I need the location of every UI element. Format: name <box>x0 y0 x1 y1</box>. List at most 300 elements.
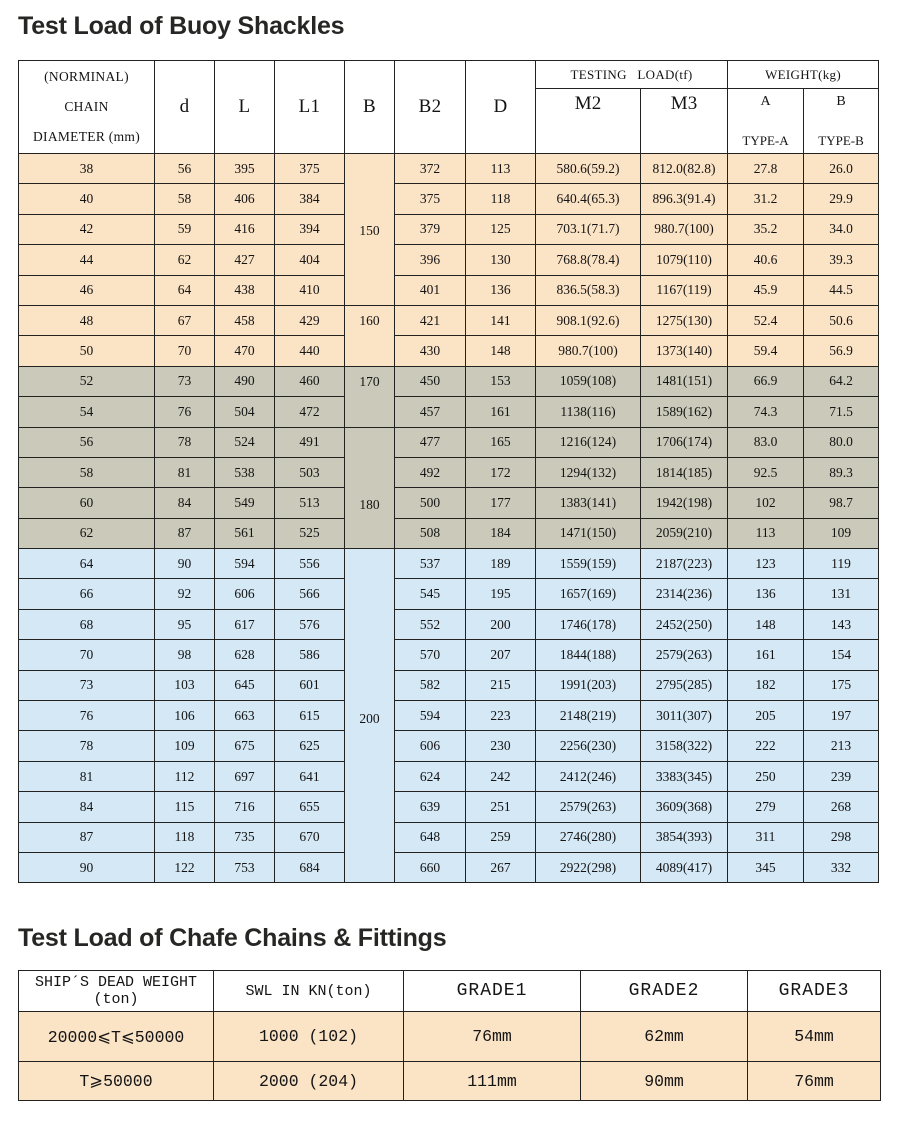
cell-L1: 440 <box>275 336 345 366</box>
cell-B2: 372 <box>395 154 466 184</box>
cell-weight-a: 311 <box>728 822 804 852</box>
cell-M2: 2922(298) <box>536 852 641 882</box>
cell-L: 490 <box>215 366 275 396</box>
cell-M3: 1589(162) <box>641 397 728 427</box>
header-col-L: L <box>215 61 275 154</box>
cell-d: 56 <box>155 154 215 184</box>
header-col-B: B <box>345 61 395 154</box>
cell-swl: 1000 (102) <box>214 1012 404 1062</box>
cell-L1: 615 <box>275 701 345 731</box>
cell-weight-a: 222 <box>728 731 804 761</box>
type-b-label: TYPE-B <box>818 133 864 148</box>
weight-label: WEIGHT(kg) <box>765 66 841 82</box>
cell-L1: 556 <box>275 549 345 579</box>
cell-d: 67 <box>155 305 215 335</box>
cell-d: 64 <box>155 275 215 305</box>
cell-M2: 2412(246) <box>536 761 641 791</box>
cell-M3: 1373(140) <box>641 336 728 366</box>
table-row <box>19 609 879 639</box>
table-row <box>19 1062 881 1101</box>
cell-weight-b: 268 <box>804 792 879 822</box>
cell-D: 136 <box>466 275 536 305</box>
cell-B2: 545 <box>395 579 466 609</box>
header-swl: SWL IN KN(ton) <box>214 971 404 1012</box>
cell-D: 259 <box>466 822 536 852</box>
cell-L: 458 <box>215 305 275 335</box>
cell-L1: 375 <box>275 154 345 184</box>
cell-M2: 640.4(65.3) <box>536 184 641 214</box>
cell-B-group <box>345 154 395 306</box>
cell-L1: 429 <box>275 305 345 335</box>
shackles-body <box>19 154 879 883</box>
cell-weight-a: 59.4 <box>728 336 804 366</box>
cell-M3: 3609(368) <box>641 792 728 822</box>
cell-weight-b: 239 <box>804 761 879 791</box>
cell-M2: 2579(263) <box>536 792 641 822</box>
cell-d: 98 <box>155 640 215 670</box>
cell-B2: 624 <box>395 761 466 791</box>
cell-diameter: 52 <box>19 366 155 396</box>
cell-weight-b: 98.7 <box>804 488 879 518</box>
cell-diameter: 60 <box>19 488 155 518</box>
cell-d: 70 <box>155 336 215 366</box>
cell-D: 172 <box>466 457 536 487</box>
table-row <box>19 518 879 548</box>
cell-M3: 4089(417) <box>641 852 728 882</box>
cell-weight-b: 109 <box>804 518 879 548</box>
cell-diameter: 42 <box>19 214 155 244</box>
cell-d: 106 <box>155 701 215 731</box>
header-dead-weight <box>19 971 214 1012</box>
cell-B2: 639 <box>395 792 466 822</box>
cell-M2: 1657(169) <box>536 579 641 609</box>
cell-M2: 1138(116) <box>536 397 641 427</box>
cell-diameter: 54 <box>19 397 155 427</box>
cell-L: 395 <box>215 154 275 184</box>
cell-D: 251 <box>466 792 536 822</box>
header-weight <box>728 61 879 89</box>
table-row <box>19 457 879 487</box>
cell-M2: 1294(132) <box>536 457 641 487</box>
cell-weight-a: 148 <box>728 609 804 639</box>
cell-L1: 491 <box>275 427 345 457</box>
cell-diameter: 66 <box>19 579 155 609</box>
cell-M2: 1844(188) <box>536 640 641 670</box>
cell-M3: 1079(110) <box>641 245 728 275</box>
cell-diameter: 46 <box>19 275 155 305</box>
table-row <box>19 731 879 761</box>
cell-weight-b: 26.0 <box>804 154 879 184</box>
header-col-M2: M2 <box>536 89 641 154</box>
table-row <box>19 245 879 275</box>
cell-M3: 3383(345) <box>641 761 728 791</box>
cell-diameter: 90 <box>19 852 155 882</box>
cell-L1: 384 <box>275 184 345 214</box>
cell-diameter: 84 <box>19 792 155 822</box>
table-row <box>19 184 879 214</box>
type-a-label: TYPE-A <box>742 133 789 148</box>
cell-B2: 606 <box>395 731 466 761</box>
cell-L: 628 <box>215 640 275 670</box>
cell-B2: 457 <box>395 397 466 427</box>
cell-L1: 670 <box>275 822 345 852</box>
cell-M3: 1167(119) <box>641 275 728 305</box>
cell-M2: 836.5(58.3) <box>536 275 641 305</box>
cell-M3: 896.3(91.4) <box>641 184 728 214</box>
cell-M2: 980.7(100) <box>536 336 641 366</box>
cell-weight-b: 89.3 <box>804 457 879 487</box>
table-row <box>19 366 879 396</box>
cell-M3: 2187(223) <box>641 549 728 579</box>
b-group-label: 180 <box>359 496 380 512</box>
cell-diameter: 81 <box>19 761 155 791</box>
cell-B2: 379 <box>395 214 466 244</box>
cell-L: 504 <box>215 397 275 427</box>
chafe-chains-table <box>18 970 881 1101</box>
cell-d: 90 <box>155 549 215 579</box>
cell-diameter: 68 <box>19 609 155 639</box>
cell-weight-b: 197 <box>804 701 879 731</box>
cell-D: 195 <box>466 579 536 609</box>
dead-weight-line2: (ton) <box>93 991 139 1008</box>
b-group-label: 160 <box>359 313 380 329</box>
cell-L1: 513 <box>275 488 345 518</box>
cell-diameter: 58 <box>19 457 155 487</box>
cell-M3: 2452(250) <box>641 609 728 639</box>
cell-B2: 508 <box>395 518 466 548</box>
cell-d: 92 <box>155 579 215 609</box>
cell-B2: 450 <box>395 366 466 396</box>
cell-weight-a: 136 <box>728 579 804 609</box>
cell-weight-a: 35.2 <box>728 214 804 244</box>
cell-weight-b: 80.0 <box>804 427 879 457</box>
cell-B2: 421 <box>395 305 466 335</box>
cell-grade2: 90mm <box>581 1062 748 1101</box>
cell-d: 73 <box>155 366 215 396</box>
cell-grade1: 76mm <box>404 1012 581 1062</box>
cell-d: 81 <box>155 457 215 487</box>
cell-diameter: 48 <box>19 305 155 335</box>
cell-diameter: 78 <box>19 731 155 761</box>
cell-grade1: 111mm <box>404 1062 581 1101</box>
cell-M2: 1383(141) <box>536 488 641 518</box>
cell-D: 267 <box>466 852 536 882</box>
cell-diameter: 44 <box>19 245 155 275</box>
cell-diameter: 50 <box>19 336 155 366</box>
cell-diameter: 62 <box>19 518 155 548</box>
cell-dead-weight: 20000⩽T⩽50000 <box>19 1012 214 1062</box>
header-diameter-line1: (NORMINAL) <box>44 69 129 84</box>
header-col-M3: M3 <box>641 89 728 154</box>
cell-M3: 1814(185) <box>641 457 728 487</box>
cell-weight-b: 298 <box>804 822 879 852</box>
b-group-label: 150 <box>359 223 380 239</box>
cell-weight-a: 83.0 <box>728 427 804 457</box>
cell-D: 113 <box>466 154 536 184</box>
cell-L1: 641 <box>275 761 345 791</box>
cell-M3: 3158(322) <box>641 731 728 761</box>
table-row <box>19 701 879 731</box>
cell-L: 427 <box>215 245 275 275</box>
cell-D: 165 <box>466 427 536 457</box>
cell-M3: 3854(393) <box>641 822 728 852</box>
cell-M2: 2746(280) <box>536 822 641 852</box>
cell-weight-a: 182 <box>728 670 804 700</box>
cell-M2: 768.8(78.4) <box>536 245 641 275</box>
cell-B2: 477 <box>395 427 466 457</box>
type-b-letter: B <box>836 94 846 109</box>
cell-d: 84 <box>155 488 215 518</box>
table-row <box>19 761 879 791</box>
type-b-wrap <box>804 89 878 151</box>
header-row-top <box>19 61 879 89</box>
cell-L: 538 <box>215 457 275 487</box>
b-group-label: 170 <box>359 374 380 390</box>
cell-weight-a: 161 <box>728 640 804 670</box>
cell-M3: 2059(210) <box>641 518 728 548</box>
cell-weight-a: 31.2 <box>728 184 804 214</box>
cell-M3: 1481(151) <box>641 366 728 396</box>
cell-d: 115 <box>155 792 215 822</box>
cell-d: 62 <box>155 245 215 275</box>
cell-B2: 660 <box>395 852 466 882</box>
header-grade1: GRADE1 <box>404 971 581 1012</box>
cell-weight-b: 34.0 <box>804 214 879 244</box>
cell-weight-b: 50.6 <box>804 305 879 335</box>
cell-weight-a: 74.3 <box>728 397 804 427</box>
cell-L: 549 <box>215 488 275 518</box>
cell-L1: 655 <box>275 792 345 822</box>
chafe-header <box>19 971 881 1012</box>
chafe-header-row <box>19 971 881 1012</box>
cell-M3: 812.0(82.8) <box>641 154 728 184</box>
cell-D: 118 <box>466 184 536 214</box>
header-col-B2: B2 <box>395 61 466 154</box>
buoy-shackles-table <box>18 60 879 883</box>
header-col-type-b <box>804 89 879 154</box>
cell-weight-a: 27.8 <box>728 154 804 184</box>
buoy-shackles-title: Test Load of Buoy Shackles <box>18 12 345 40</box>
table-row <box>19 427 879 457</box>
table-row <box>19 579 879 609</box>
cell-L1: 394 <box>275 214 345 244</box>
cell-L: 735 <box>215 822 275 852</box>
cell-weight-a: 113 <box>728 518 804 548</box>
table-row <box>19 275 879 305</box>
cell-M3: 1942(198) <box>641 488 728 518</box>
cell-d: 58 <box>155 184 215 214</box>
cell-D: 230 <box>466 731 536 761</box>
cell-L1: 576 <box>275 609 345 639</box>
cell-M2: 2148(219) <box>536 701 641 731</box>
cell-L: 697 <box>215 761 275 791</box>
cell-L: 716 <box>215 792 275 822</box>
table-row <box>19 488 879 518</box>
header-col-type-a <box>728 89 804 154</box>
cell-d: 103 <box>155 670 215 700</box>
cell-L: 645 <box>215 670 275 700</box>
cell-weight-b: 131 <box>804 579 879 609</box>
cell-L1: 586 <box>275 640 345 670</box>
cell-diameter: 73 <box>19 670 155 700</box>
cell-d: 109 <box>155 731 215 761</box>
cell-weight-a: 123 <box>728 549 804 579</box>
cell-grade3: 76mm <box>748 1062 881 1101</box>
cell-D: 242 <box>466 761 536 791</box>
cell-weight-b: 154 <box>804 640 879 670</box>
table-row <box>19 670 879 700</box>
cell-M3: 1275(130) <box>641 305 728 335</box>
cell-diameter: 38 <box>19 154 155 184</box>
cell-d: 112 <box>155 761 215 791</box>
cell-B2: 492 <box>395 457 466 487</box>
cell-M2: 908.1(92.6) <box>536 305 641 335</box>
testing-load-label: TESTING LOAD(tf) <box>570 66 693 82</box>
cell-L1: 566 <box>275 579 345 609</box>
header-diameter-line3: DIAMETER (mm) <box>32 129 140 144</box>
cell-D: 184 <box>466 518 536 548</box>
cell-L: 524 <box>215 427 275 457</box>
header-col-L1: L1 <box>275 61 345 154</box>
cell-weight-b: 119 <box>804 549 879 579</box>
cell-L1: 601 <box>275 670 345 700</box>
cell-B2: 401 <box>395 275 466 305</box>
cell-B2: 396 <box>395 245 466 275</box>
cell-weight-b: 39.3 <box>804 245 879 275</box>
cell-weight-a: 250 <box>728 761 804 791</box>
cell-B2: 594 <box>395 701 466 731</box>
cell-weight-b: 29.9 <box>804 184 879 214</box>
cell-grade3: 54mm <box>748 1012 881 1062</box>
table-row <box>19 822 879 852</box>
cell-D: 177 <box>466 488 536 518</box>
cell-B2: 537 <box>395 549 466 579</box>
cell-d: 122 <box>155 852 215 882</box>
cell-L1: 503 <box>275 457 345 487</box>
cell-diameter: 70 <box>19 640 155 670</box>
cell-M2: 703.1(71.7) <box>536 214 641 244</box>
cell-L1: 684 <box>275 852 345 882</box>
cell-diameter: 64 <box>19 549 155 579</box>
cell-weight-a: 66.9 <box>728 366 804 396</box>
cell-D: 207 <box>466 640 536 670</box>
cell-M3: 2579(263) <box>641 640 728 670</box>
cell-L: 617 <box>215 609 275 639</box>
cell-weight-a: 205 <box>728 701 804 731</box>
cell-M3: 980.7(100) <box>641 214 728 244</box>
dead-weight-line1: SHIP´S DEAD WEIGHT <box>34 974 198 991</box>
cell-B-group <box>345 366 395 427</box>
cell-L1: 460 <box>275 366 345 396</box>
b-group-label: 200 <box>359 711 380 727</box>
chafe-chains-title: Test Load of Chafe Chains & Fittings <box>18 924 447 952</box>
cell-D: 148 <box>466 336 536 366</box>
cell-L: 470 <box>215 336 275 366</box>
cell-M2: 1991(203) <box>536 670 641 700</box>
cell-B-group <box>345 305 395 366</box>
table-row <box>19 549 879 579</box>
cell-weight-a: 45.9 <box>728 275 804 305</box>
cell-d: 76 <box>155 397 215 427</box>
cell-B2: 648 <box>395 822 466 852</box>
cell-weight-a: 279 <box>728 792 804 822</box>
cell-B2: 552 <box>395 609 466 639</box>
cell-L: 753 <box>215 852 275 882</box>
cell-M2: 1559(159) <box>536 549 641 579</box>
header-testing-load <box>536 61 728 89</box>
header-grade3: GRADE3 <box>748 971 881 1012</box>
cell-L: 406 <box>215 184 275 214</box>
cell-L: 416 <box>215 214 275 244</box>
cell-D: 141 <box>466 305 536 335</box>
table-row <box>19 214 879 244</box>
cell-d: 95 <box>155 609 215 639</box>
table-row <box>19 852 879 882</box>
cell-M2: 1059(108) <box>536 366 641 396</box>
cell-L: 594 <box>215 549 275 579</box>
cell-L: 675 <box>215 731 275 761</box>
cell-B2: 430 <box>395 336 466 366</box>
cell-weight-b: 213 <box>804 731 879 761</box>
cell-B2: 582 <box>395 670 466 700</box>
cell-diameter: 56 <box>19 427 155 457</box>
table-row <box>19 397 879 427</box>
cell-D: 161 <box>466 397 536 427</box>
table-row <box>19 336 879 366</box>
cell-weight-b: 71.5 <box>804 397 879 427</box>
cell-M2: 1216(124) <box>536 427 641 457</box>
cell-diameter: 87 <box>19 822 155 852</box>
cell-M3: 2314(236) <box>641 579 728 609</box>
cell-weight-b: 56.9 <box>804 336 879 366</box>
cell-L1: 472 <box>275 397 345 427</box>
cell-L1: 410 <box>275 275 345 305</box>
cell-M2: 1746(178) <box>536 609 641 639</box>
cell-B2: 570 <box>395 640 466 670</box>
cell-dead-weight: T⩾50000 <box>19 1062 214 1101</box>
shackles-header <box>19 61 879 154</box>
cell-L1: 525 <box>275 518 345 548</box>
cell-M3: 1706(174) <box>641 427 728 457</box>
header-col-d: d <box>155 61 215 154</box>
cell-weight-b: 332 <box>804 852 879 882</box>
cell-M2: 580.6(59.2) <box>536 154 641 184</box>
cell-D: 125 <box>466 214 536 244</box>
cell-d: 78 <box>155 427 215 457</box>
cell-weight-a: 52.4 <box>728 305 804 335</box>
cell-D: 189 <box>466 549 536 579</box>
cell-L: 561 <box>215 518 275 548</box>
cell-B2: 500 <box>395 488 466 518</box>
type-a-wrap <box>728 89 803 151</box>
cell-L: 606 <box>215 579 275 609</box>
table-row <box>19 1012 881 1062</box>
cell-D: 223 <box>466 701 536 731</box>
cell-D: 153 <box>466 366 536 396</box>
cell-diameter: 40 <box>19 184 155 214</box>
cell-D: 130 <box>466 245 536 275</box>
cell-d: 118 <box>155 822 215 852</box>
cell-L1: 404 <box>275 245 345 275</box>
cell-B2: 375 <box>395 184 466 214</box>
cell-weight-b: 44.5 <box>804 275 879 305</box>
header-chain-diameter <box>19 61 155 154</box>
table-row <box>19 640 879 670</box>
cell-swl: 2000 (204) <box>214 1062 404 1101</box>
cell-M3: 2795(285) <box>641 670 728 700</box>
cell-D: 200 <box>466 609 536 639</box>
cell-weight-b: 175 <box>804 670 879 700</box>
